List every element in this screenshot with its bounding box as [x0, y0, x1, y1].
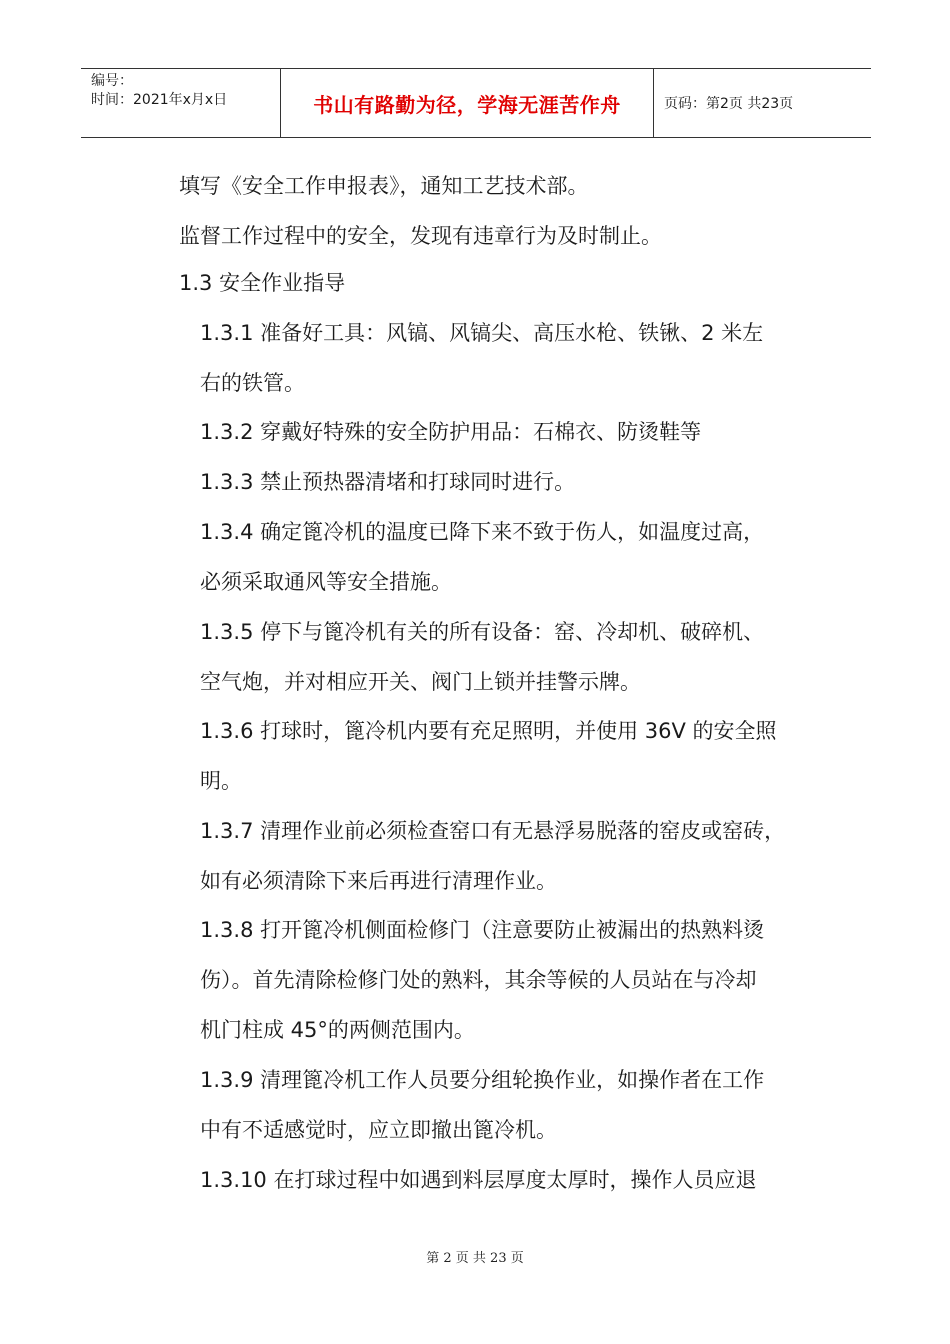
header-meta: [81, 69, 281, 137]
body-line: 机门柱成 45°的两侧范围内。: [200, 1018, 475, 1042]
body-line: 明。: [200, 769, 242, 793]
body-line: 监督工作过程中的安全，发现有违章行为及时制止。: [179, 224, 662, 248]
body-line: 右的铁管。: [200, 371, 305, 395]
body-line: 空气炮，并对相应开关、阀门上锁并挂警示牌。: [200, 670, 641, 694]
body-line: 1.3.6 打球时，篦冷机内要有充足照明，并使用 36V 的安全照: [200, 719, 777, 743]
body-line: 1.3.3 禁止预热器清堵和打球同时进行。: [200, 470, 576, 494]
body-line: 1.3.10 在打球过程中如遇到料层厚度太厚时，操作人员应退: [200, 1168, 757, 1192]
header-page-info: 页码：第2页 共23页: [664, 96, 794, 112]
body-line: 1.3.4 确定篦冷机的温度已降下来不致于伤人，如温度过高，: [200, 520, 765, 544]
header-motto-cell: [281, 69, 654, 137]
body-line: 填写《安全工作申报表》，通知工艺技术部。: [179, 174, 589, 198]
body-line: 1.3.8 打开篦冷机侧面检修门（注意要防止被漏出的热熟料烫: [200, 918, 765, 942]
time-label: 时间：2021年x月x日: [91, 92, 228, 108]
document-header: [81, 68, 871, 138]
body-line: 伤）。首先清除检修门处的熟料，其余等候的人员站在与冷却: [200, 968, 757, 992]
body-line: 1.3.9 清理篦冷机工作人员要分组轮换作业，如操作者在工作: [200, 1068, 765, 1092]
body-line: 1.3.1 准备好工具：风镐、风镐尖、高压水枪、铁锹、2 米左: [200, 321, 764, 345]
body-line: 必须采取通风等安全措施。: [200, 570, 452, 594]
page-footer: 第 2 页 共 23 页: [426, 1251, 524, 1266]
header-page-info-cell: [654, 69, 871, 137]
header-motto: 书山有路勤为径，学海无涯苦作舟: [313, 92, 621, 117]
body-line: 1.3.5 停下与篦冷机有关的所有设备：窑、冷却机、破碎机、: [200, 620, 765, 644]
body-line: 1.3.2 穿戴好特殊的安全防护用品：石棉衣、防烫鞋等: [200, 420, 702, 444]
body-line: 1.3.7 清理作业前必须检查窑口有无悬浮易脱落的窑皮或窑砖，: [200, 819, 786, 843]
body-line: 如有必须清除下来后再进行清理作业。: [200, 869, 557, 893]
body-line: 中有不适感觉时，应立即撤出篦冷机。: [200, 1118, 557, 1142]
number-label: 编号：: [91, 73, 133, 89]
section-heading: 1.3 安全作业指导: [179, 271, 346, 295]
